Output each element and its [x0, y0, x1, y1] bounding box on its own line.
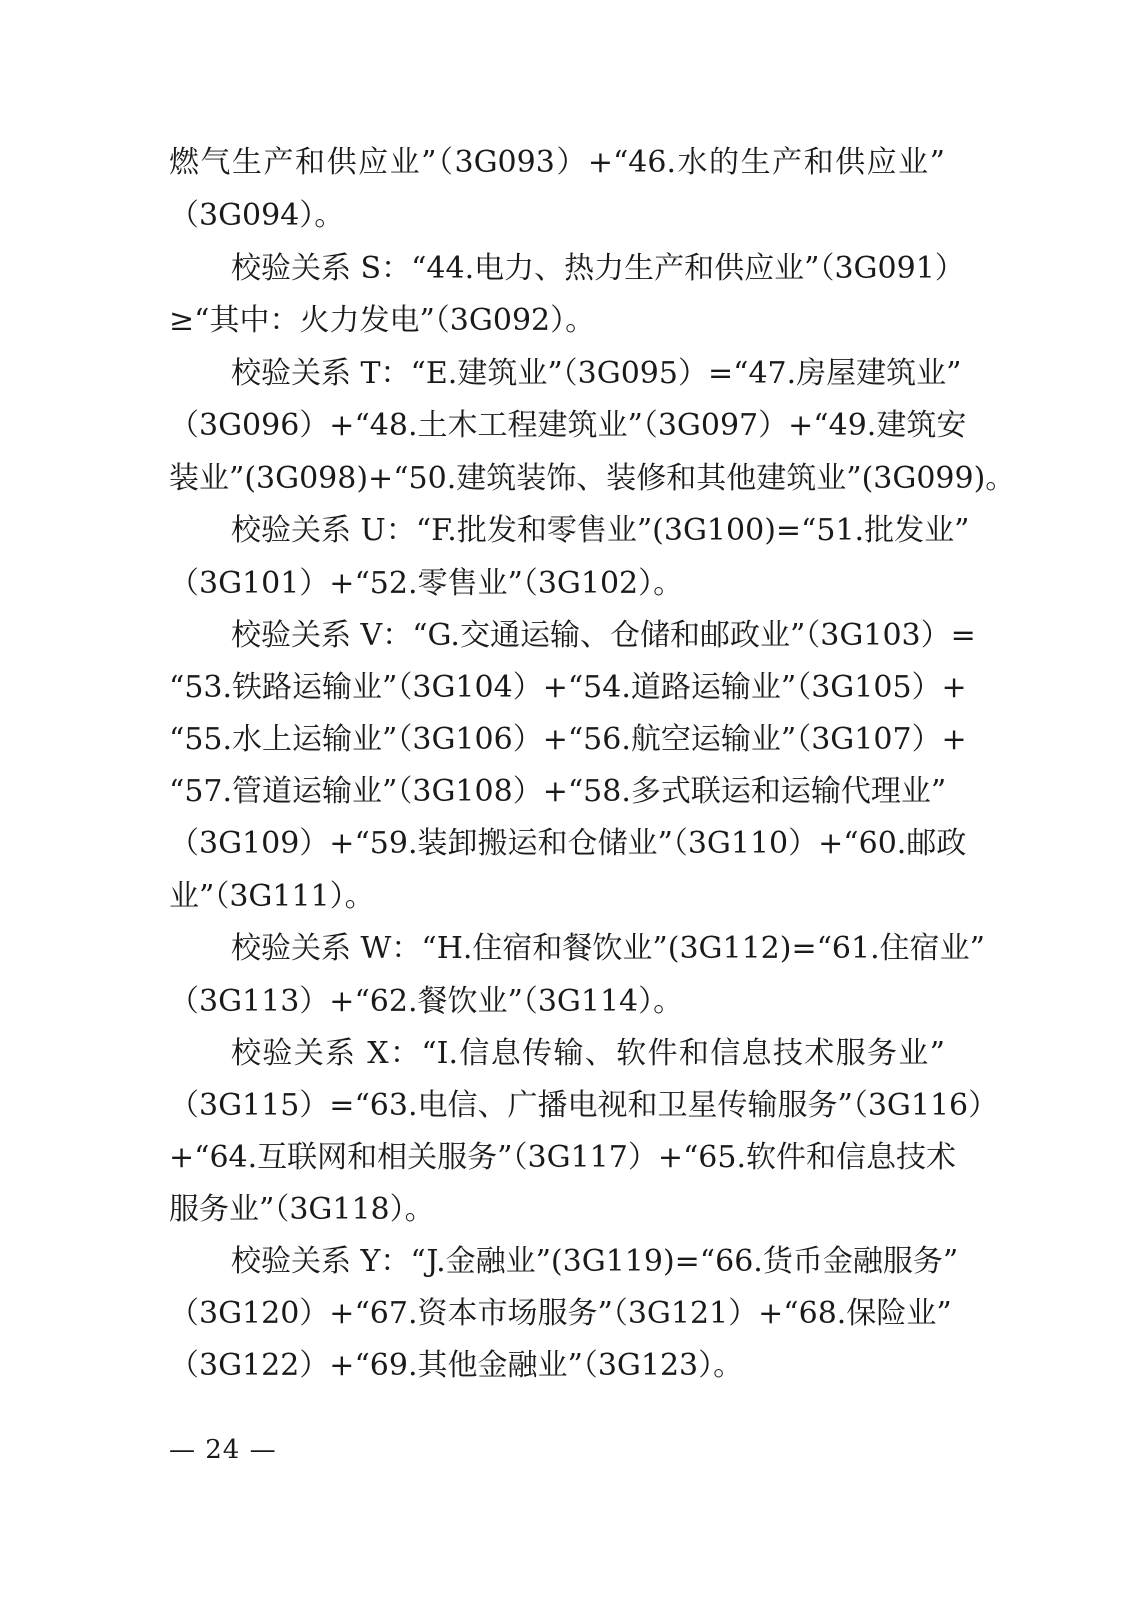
text-line: +“64.互联网和相关服务”（3G117）+“65.软件和信息技术 — [169, 1140, 957, 1175]
text-line: “53.铁路运输业”（3G104）+“54.道路运输业”（3G105）+ — [169, 670, 967, 705]
text-line: 校验关系 Y：“J.金融业”(3G119)=“66.货币金融服务” — [231, 1244, 959, 1279]
page-number: — 24 — — [169, 1435, 277, 1465]
text-line: （3G115）=“63.电信、广播电视和卫星传输服务”（3G116） — [169, 1088, 999, 1123]
text-line: （3G096）+“48.土木工程建筑业”（3G097）+“49.建筑安 — [169, 408, 967, 443]
text-line: （3G094）。 — [169, 198, 345, 233]
text-line: 校验关系 T：“E.建筑业”（3G095）=“47.房屋建筑业” — [231, 356, 962, 391]
text-line: 业”（3G111）。 — [169, 879, 375, 914]
text-line: 校验关系 S：“44.电力、热力生产和供应业”（3G091） — [231, 251, 965, 286]
text-line: 校验关系 U：“F.批发和零售业”(3G100)=“51.批发业” — [231, 513, 970, 548]
text-line: 装业”(3G098)+“50.建筑装饰、装修和其他建筑业”(3G099)。 — [169, 461, 1016, 496]
text-line: 校验关系 X：“I.信息传输、软件和信息技术服务业” — [231, 1036, 945, 1071]
text-line: 燃气生产和供应业”（3G093）+“46.水的生产和供应业” — [169, 145, 945, 180]
text-line: 服务业”（3G118）。 — [169, 1192, 435, 1227]
text-line: （3G101）+“52.零售业”（3G102）。 — [169, 566, 684, 601]
text-line: （3G122）+“69.其他金融业”（3G123）。 — [169, 1348, 744, 1383]
text-line: （3G109）+“59.装卸搬运和仓储业”（3G110）+“60.邮政 — [169, 826, 967, 861]
text-line: “55.水上运输业”（3G106）+“56.航空运输业”（3G107）+ — [169, 722, 967, 757]
text-line: “57.管道运输业”（3G108）+“58.多式联运和运输代理业” — [169, 774, 947, 809]
text-line: （3G113）+“62.餐饮业”（3G114）。 — [169, 984, 684, 1019]
text-line: （3G120）+“67.资本市场服务”（3G121）+“68.保险业” — [169, 1296, 952, 1331]
text-line: 校验关系 V：“G.交通运输、仓储和邮政业”（3G103）= — [231, 618, 976, 653]
text-line: 校验关系 W：“H.住宿和餐饮业”(3G112)=“61.住宿业” — [231, 931, 985, 966]
text-line: ≥“其中：火力发电”（3G092）。 — [169, 303, 596, 338]
